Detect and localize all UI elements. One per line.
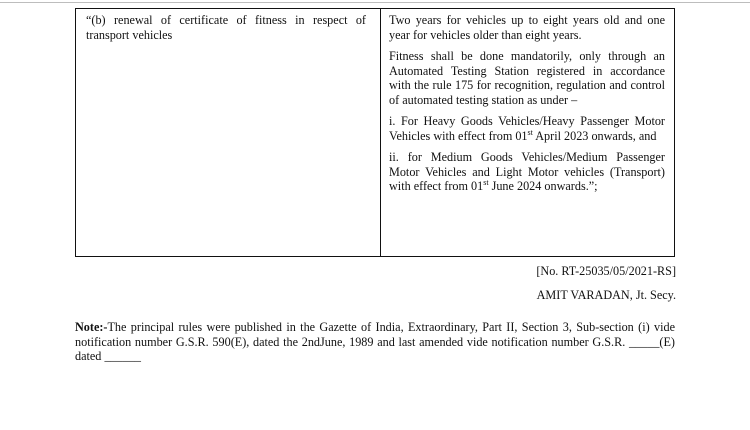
table-cell-rule: “(b) renewal of certificate of fitness in respect of transport vehicles (86, 13, 366, 42)
heavy-vehicles-date-text: April 2023 onwards, and (532, 128, 657, 143)
note-paragraph (75, 320, 675, 364)
medium-vehicles-text: ii. for Medium Goods Vehicles/Medium Passenger Motor Vehicles and Light Motor vehicles (Transport) with effect from 01 (389, 150, 665, 193)
page-top-edge (0, 0, 750, 6)
table-cell-provision (389, 13, 665, 194)
provision-para-ats: Fitness shall be done mandatorily, only through an Automated Testing Station registered in accordance with the rule 175 for recognition, regulation and control of automated testing station as under – (389, 49, 665, 107)
signatory: AMIT VARADAN, Jt. Secy. (536, 288, 676, 302)
heavy-vehicles-ordinal: st (527, 127, 533, 137)
provision-para-validity: Two years for vehicles up to eight years old and one year for vehicles older than eight years. (389, 13, 665, 42)
column-divider (380, 9, 381, 256)
note-label: Note:- (75, 320, 108, 334)
rule-table (75, 8, 675, 257)
provision-para-medium-vehicles (389, 150, 665, 194)
reference-number: [No. RT-25035/05/2021-RS] (536, 264, 676, 278)
medium-vehicles-ordinal: st (483, 177, 489, 187)
heavy-vehicles-text: i. For Heavy Goods Vehicles/Heavy Passenger Motor Vehicles with effect from 01 (389, 114, 665, 143)
medium-vehicles-date-text: June 2024 onwards.”; (488, 179, 598, 193)
note-text: The principal rules were published in the Gazette of India, Extraordinary, Part II, Section 3, Sub-section (i) vide notification number G.S.R. 590(E), dated the 2ndJune, 1989 and last amended vide notification number G.S.R. _____(E) dated ______ (75, 320, 675, 363)
cut-off-previous-text (0, 2, 750, 3)
provision-para-heavy-vehicles (389, 114, 665, 143)
